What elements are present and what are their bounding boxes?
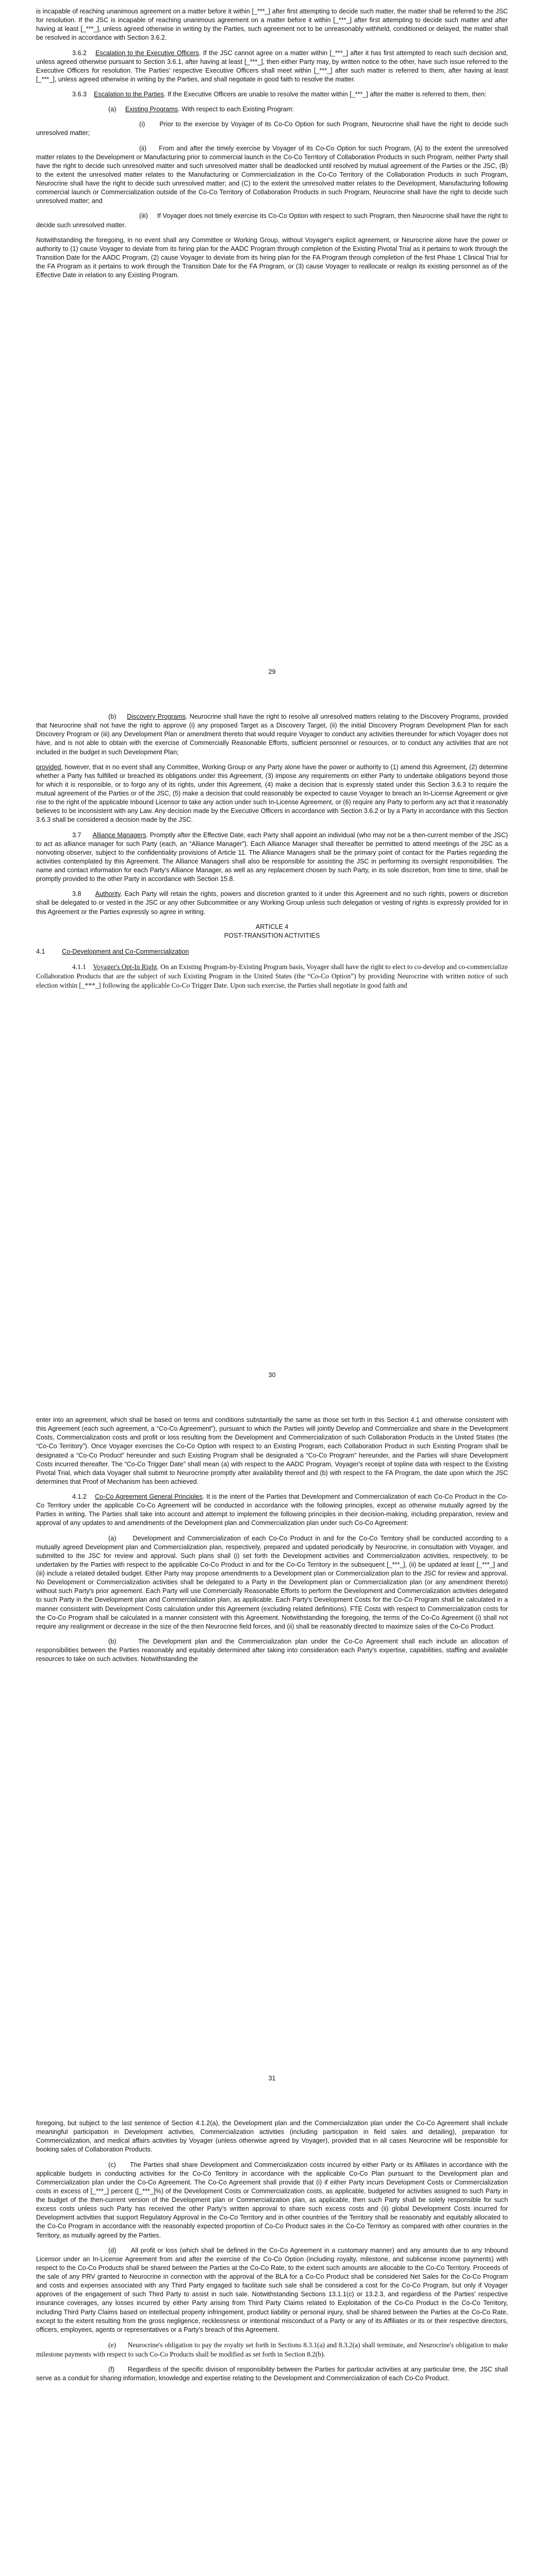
clause-text: Regardless of the specific division of responsibility between the Parties for particular activities at any particular time, the JSC shall serve as a conduit for sharing information, knowledge and expertise relating to the Development and Commercialization of each Co-Co Product. [36, 2366, 508, 2382]
clause-text: If Voyager does not timely exercise its Co-Co Option with respect to such Program, then Neurocrine shall have the right to decide such unresolved matter. [36, 212, 508, 229]
document-page-32 [0, 2110, 544, 2576]
clause-b [36, 1637, 508, 1664]
clause-label: (ii) [139, 144, 146, 152]
section-4-1-2 [36, 1493, 508, 1528]
section-text: . It is the intent of the Parties that Development and Commercialization of each Co-Co Product in the Co-Co Territory under the applicable Co-Co Agreement will be conducted in accordance with the following principles, except as otherwise mutually agreed by the Parties in writing. The Parties shall take into account and attempt to implement the following principles in their decision-making, including preparation, review and approval of any updates to and amendments of the Development plan and Commercialization plan under such Co-Co Agreement: [36, 1493, 508, 1527]
paragraph-co-co-agreement: enter into an agreement, which shall be based on terms and conditions substantially the same as those set forth in this Section 4.1 and otherwise consistent with this Agreement (each such agreement, a “Co-Co Agreement”), pursuant to which the Parties will jointly Develop and Commercialize and share in the Development Costs, Commercialization costs and profit or loss resulting from the Development and Commercialization of such Collaboration Products in the United States (the “Co-Co Territory”). Once Voyager exercises the Co-Co Option with respect to an Existing Program, each Collaboration Product in such Existing Program shall be designated a “Co-Co Product” hereunder and such Existing Program shall be designated a “Co-Co Program” hereunder, and the Parties will share Development Costs incurred thereafter. The “Co-Co Trigger Date” shall mean (a) with respect to the AADC Program, Voyager's receipt of topline data with respect to the Existing Pivotal Trial, which data Voyager shall submit to Neurocrine promptly after availability thereof and (b) with respect to the FA Program, the date upon which the JSC determines that Proof of Mechanism has been achieved. [36, 1416, 508, 1485]
paragraph-notwithstanding: Notwithstanding the foregoing, in no event shall any Committee or Working Group, without Voyager's explicit agreement, or Neurocrine alone have the power or authority to (1) cause Voyager to deviate from its hiring plan for the AADC Program through completion of the Existing Pivotal Trial as it pertains to work through the Transition Date for the AADC Program, (2) cause Voyager to deviate from its hiring plan for the FA Program through completion of the first Phase 1 Clinical Trial for the FA Program as it pertains to work through the Transition Date for the FA Program, or (3) cause Voyager to reallocate or realign its existing personnel as of the Effective Date in relation to any Existing Program. [36, 236, 508, 279]
section-3-6-2 [36, 49, 508, 84]
document-page-29 [0, 0, 544, 703]
clause-text: The Development plan and the Commercialization plan under the Co-Co Agreement shall each include an allocation of responsibilities between the Parties reasonably and equitably determined after taking into consideration each Party's expertise, capabilities, staffing and available resources to take on such activities. Notwithstanding the [36, 1637, 508, 1663]
section-number: 3.6.3 [72, 91, 87, 98]
clause-label: (a) [108, 106, 117, 113]
section-3-8 [36, 890, 508, 916]
clause-label: (i) [139, 121, 145, 128]
section-number: 4.1.1 [72, 963, 86, 971]
emphasis-provided: provided [36, 763, 61, 771]
section-heading: Voyager's Opt-In Right [93, 963, 157, 971]
clause-b-discovery-programs [36, 713, 508, 757]
section-heading: Escalation to the Parties [94, 91, 164, 98]
section-number: 3.8 [72, 890, 81, 898]
clause-c [36, 2161, 508, 2240]
clause-text: Neurocrine's obligation to pay the royalty set forth in Sections 8.3.1(a) and 8.3.2(a) shall terminate, and Neurocrine's obligation to make milestone payments with respect to such Co-Co Products shall be modified as set forth in Section 8.2(b). [36, 2341, 508, 2359]
clause-heading: Existing Programs [125, 106, 178, 113]
document-page-31 [0, 1406, 544, 2110]
clause-i [36, 120, 508, 138]
page-number: 30 [268, 1371, 276, 1379]
clause-heading: Discovery Programs [127, 713, 186, 720]
section-text: . On an Existing Program-by-Existing Program basis, Voyager shall have the right to elect to co-develop and co-commercialize Collaboration Products that are the subject of such Existing Program in the United States (the “Co-Co Option”) by providing Neurocrine with written notice of such election within [_***_] following the applicable Co-Co Trigger Date. Upon such exercise, the Parties shall negotiate in good faith and [36, 963, 508, 990]
section-3-6-3 [36, 90, 508, 99]
clause-label: (e) [108, 2341, 116, 2349]
clause-label: (b) [108, 1637, 117, 1645]
clause-label: (a) [108, 1534, 117, 1542]
document-page-30 [0, 703, 544, 1406]
clause-d [36, 2246, 508, 2334]
clause-label: (f) [108, 2366, 114, 2374]
section-number: 3.6.2 [72, 49, 87, 57]
clause-e [36, 2341, 508, 2359]
clause-text: From and after the timely exercise by Voyager of its Co-Co Option for such Program, (A) to the extent the unresolved matter relates to the Development or Manufacturing prior to commercial launch in the Co-Co Territory of Collaboration Products in such Program, neither Party shall have the right to decide such unresolved matter and such unresolved matter shall be deadlocked until resolved by mutual agreement of the Parties or the JSC, (B) to the extent the unresolved matter relates to the Manufacturing or Commercialization in the Co-Co Territory of the Collaboration Products in such Program, Neurocrine shall have the right to decide such unresolved matter; and (C) to the extent the unresolved matter relates to the Development, Manufacturing following commercial launch or Commercialization outside of the Co-Co Territory of Collaboration Products in such Program, Neurocrine shall have the right to decide such unresolved matter; and [36, 144, 508, 205]
paragraph-text: , however, that in no event shall any Committee, Working Group or any Party alone have the power or authority to (1) amend this Agreement, (2) determine whether a Party has fulfilled or breached its obligations under this Agreement, (3) impose any requirements on either Party to undertake obligations beyond those for which it is responsible, or to forgo any of its rights, under this Agreement, (4) make a decision that is expressly stated under this Section 3.6.3 to require the mutual agreement of the Parties or of the JSC, (5) make a decision that could reasonably be expected to cause Voyager to breach an In-License Agreement or give rise to the right of the applicable Inbound Licensor to take any action under such In-License Agreement, or (6) require any Party to perform any act that it reasonably believes to be inconsistent with any Law. Any decision made by the Executive Officers in accordance with Section 3.6.2 or by a Party in accordance with this Section 3.6.3 shall be considered a decision made by the JSC. [36, 763, 508, 824]
article-label: ARTICLE 4 [255, 923, 289, 930]
clause-text: Development and Commercialization of each Co-Co Product in and for the Co-Co Territory shall be conducted according to a mutually agreed Development plan and Commercialization plan, respectively, prepared and updated periodically by Neurocrine, in consultation with Voyager, and submitted to the JSC for review and approval. Such plans shall (i) set forth the Development activities and Commercialization activities, respectively, to be undertaken by the Parties with respect to the applicable Co-Co Product in and for the Co-Co Territory in the subsequent [_***_], (ii) be updated at least [_***_] and (iii) include a related detailed budget. Either Party may propose amendments to a Development plan or Commercialization plan to the JSC for review and approval. No Development or Commercialization activities shall be delegated to a Party in the Development plan or Commercialization plan (or any amendment thereto) without such Party's prior agreement. Each Party will use Commercially Reasonable Efforts to perform the Development and Commercialization activities delegated to such Party in the Development plan and Commercialization plan, as applicable. Each Party's Development Costs for the Co-Co Program shall be calculated in a manner consistent with Development Costs calculation under this Agreement (excluding related definitions). FTE Costs with respect to Commercialization costs for the Co-Co Program shall be calculated in a manner consistent with this Agreement. Notwithstanding the foregoing, the terms of the Co-Co Agreement (i) shall not require any realignment or decrease in the size of the then Neurocrine field forces, and (ii) shall be reasonably directed to maximize sales of the Co-Co Product. [36, 1534, 508, 1630]
paragraph-foregoing: foregoing, but subject to the last sentence of Section 4.1.2(a), the Development plan and the Commercialization plan under the Co-Co Agreement shall include meaningful participation in Development activities, Commercialization activities (including participation in field sales and detailing), preparation for Commercialization, and medical affairs activities by Voyager (unless otherwise agreed by Voyager), provided that in all cases Neurocrine will be responsible for booking sales of Collaboration Products. [36, 2120, 508, 2154]
clause-a-existing-programs [36, 105, 508, 114]
section-number: 4.1.2 [72, 1493, 87, 1500]
section-text: . If the JSC cannot agree on a matter within [_***_] after it has first attempted to reach such decision and, unless agreed otherwise pursuant to Section 3.6.1, after having at least [_***_], then either Party may, by written notice to the other, have such issue referred to the Executive Officers for resolution. The Parties' respective Executive Officers shall meet within [_***_] after such matter is referred to them, after having at least [_***_], unless agreed otherwise in writing by the Parties, and shall negotiate in good faith to resolve the matter. [36, 49, 508, 83]
paragraph-intro: is incapable of reaching unanimous agreement on a matter before it within [_***_] after first attempting to decide such matter, the matter shall be referred to the JSC for resolution. If the JSC is incapable of reaching unanimous agreement on a matter before it within [_***_] after first attempting to decide such matter and after having at least [_***_], unless agreed otherwise in writing by the Parties, such agreement not to be unreasonably withheld, conditioned or delayed, the matter shall be resolved in accordance with Section 3.6.2. [36, 8, 508, 42]
clause-iii [36, 212, 508, 229]
section-text: . If the Executive Officers are unable to resolve the matter within [_***_] after the matter is referred to them, then: [163, 91, 487, 98]
section-heading: Alliance Managers [92, 831, 146, 839]
section-text: . Promptly after the Effective Date, each Party shall appoint an individual (who may not be a then-current member of the JSC) to act as alliance manager for such Party (each, an “Alliance Manager”). Each Alliance Manager shall thereafter be permitted to attend meetings of the JSC as a nonvoting observer, subject to the confidentiality provisions of Article 11. The Alliance Managers shall be the primary point of contact for the Parties regarding the activities contemplated by this Agreement. The Alliance Managers shall also be responsible for assisting the JSC in performing its oversight responsibilities. The name and contact information for each Party's Alliance Manager, as well as any replacement chosen by such Party, in its sole discretion, from time to time, shall be promptly provided to the other Party in accordance with Section 15.8. [36, 831, 508, 883]
clause-text: Prior to the exercise by Voyager of its Co-Co Option for such Program, Neurocrine shall have the right to decide such unresolved matter; [36, 121, 508, 137]
section-heading: Escalation to the Executive Officers [95, 49, 199, 57]
clause-text: . Neurocrine shall have the right to resolve all unresolved matters relating to the Discovery Programs, provided that Neurocrine shall not have the right to approve (i) any proposed Target as a Discovery Target, (ii) the initial Discovery Program Development Plan for each Discovery Program or (iii) any Development Plan or amendment thereto that would require Voyager to conduct any activities thereunder for which Voyager does not have, and is not able to obtain with the exercise of Commercially Reasonable Efforts, sufficient personnel or resources, or to conduct any activities that are not included in the budget in such Development Plan; [36, 713, 508, 756]
clause-label: (c) [108, 2161, 116, 2168]
section-text: . Each Party will retain the rights, powers and discretion granted to it under this Agreement and no such rights, powers or discretion shall be delegated to or vested in the JSC or any other Subcommittee or any Working Group unless such delegation or vesting of rights is expressly provided for in this Agreement or the Parties expressly so agree in writing. [36, 890, 508, 916]
clause-text: The Parties shall share Development and Commercialization costs incurred by either Party or its Affiliates in accordance with the applicable budgets in conducting activities for the Co-Co Territory in accordance with the applicable Co-Co Plan pursuant to the Development plan and Commercialization plan under the Co-Co Agreement. The Co-Co Agreement shall provide that (i) if either Party incurs Development Costs or Commercialization costs in excess of [_***_] percent ([_***_]%) of the Development Costs or Commercialization costs, as applicable, budgeted for activities assigned to such Party in the budget of the then-current version of the Development plan or Commercialization plan, as applicable, then such Party shall be solely responsible for such excess costs unless such Party has received the other Party's written approval to share such excess costs and (ii) global Development Costs incurred for Development activities that support Regulatory Approval in the Co-Co Territory and in other countries of the Territory shall be reasonably and equitably allocated to the Co-Co Program in accordance with the reasonably expected proportion of Co-Co Product sales in the Co-Co Territory as compared with other countries in the Territory, as mutually agreed by the Parties. [36, 2161, 508, 2239]
article-title: POST-TRANSITION ACTIVITIES [224, 931, 320, 939]
section-4-1 [36, 947, 508, 956]
page-number: 29 [268, 668, 276, 675]
paragraph-provided-however [36, 763, 508, 825]
clause-f [36, 2365, 508, 2383]
clause-ii [36, 144, 508, 206]
section-heading: Co-Development and Co-Commercialization [62, 947, 189, 955]
page-number: 31 [268, 2074, 276, 2082]
clause-text: . With respect to each Existing Program: [178, 106, 294, 113]
section-3-7 [36, 831, 508, 884]
section-number: 4.1 [36, 947, 45, 955]
section-4-1-1 [36, 962, 508, 991]
clause-label: (iii) [139, 212, 148, 220]
section-heading: Authority [95, 890, 121, 898]
clause-label: (d) [108, 2246, 117, 2254]
clause-label: (b) [108, 713, 117, 720]
clause-text: All profit or loss (which shall be defined in the Co-Co Agreement in a customary manner) and any amounts due to any Inbound Licensor under an In-License Agreement from and after the exercise of the Co-Co Option (including royalty, milestone, and sublicense income payments) with respect to the Co-Co Products shall be shared between the Parties at the Co-Co Rate, to the extent such amounts are allocable to the Co-Co Territory. Proceeds of the sale of any PRV granted to Neurocrine in connection with the approval of the BLA for a Co-Co Product shall be considered Net Sales for the Co-Co Program and costs and expenses associated with any Third Party engaged to facilitate such sale shall be considered a cost for the Co-Co Program, but only if Voyager approves of the engagement of such Third Party to assist in such sale. Notwithstanding Sections 13.1.1(c) or 13.2.3, and regardless of the Parties' respective insurance coverages, any losses incurred by either Party arising from Third Party Claims related to Exploitation of the Co-Co Product in the Co-Co Territory, including Third Party Claims based on intellectual property infringement, product liability or personal injury, shall be shared between the Parties at the Co-Co Rate, except to the extent resulting from the gross negligence, recklessness or intentional misconduct of a Party or any of its Affiliates or its or their respective directors, officers, employees, agents or representatives or a Party's breach of this Agreement. [36, 2246, 508, 2333]
section-heading: Co-Co Agreement General Principles [95, 1493, 203, 1500]
section-number: 3.7 [72, 831, 81, 839]
clause-a [36, 1534, 508, 1631]
